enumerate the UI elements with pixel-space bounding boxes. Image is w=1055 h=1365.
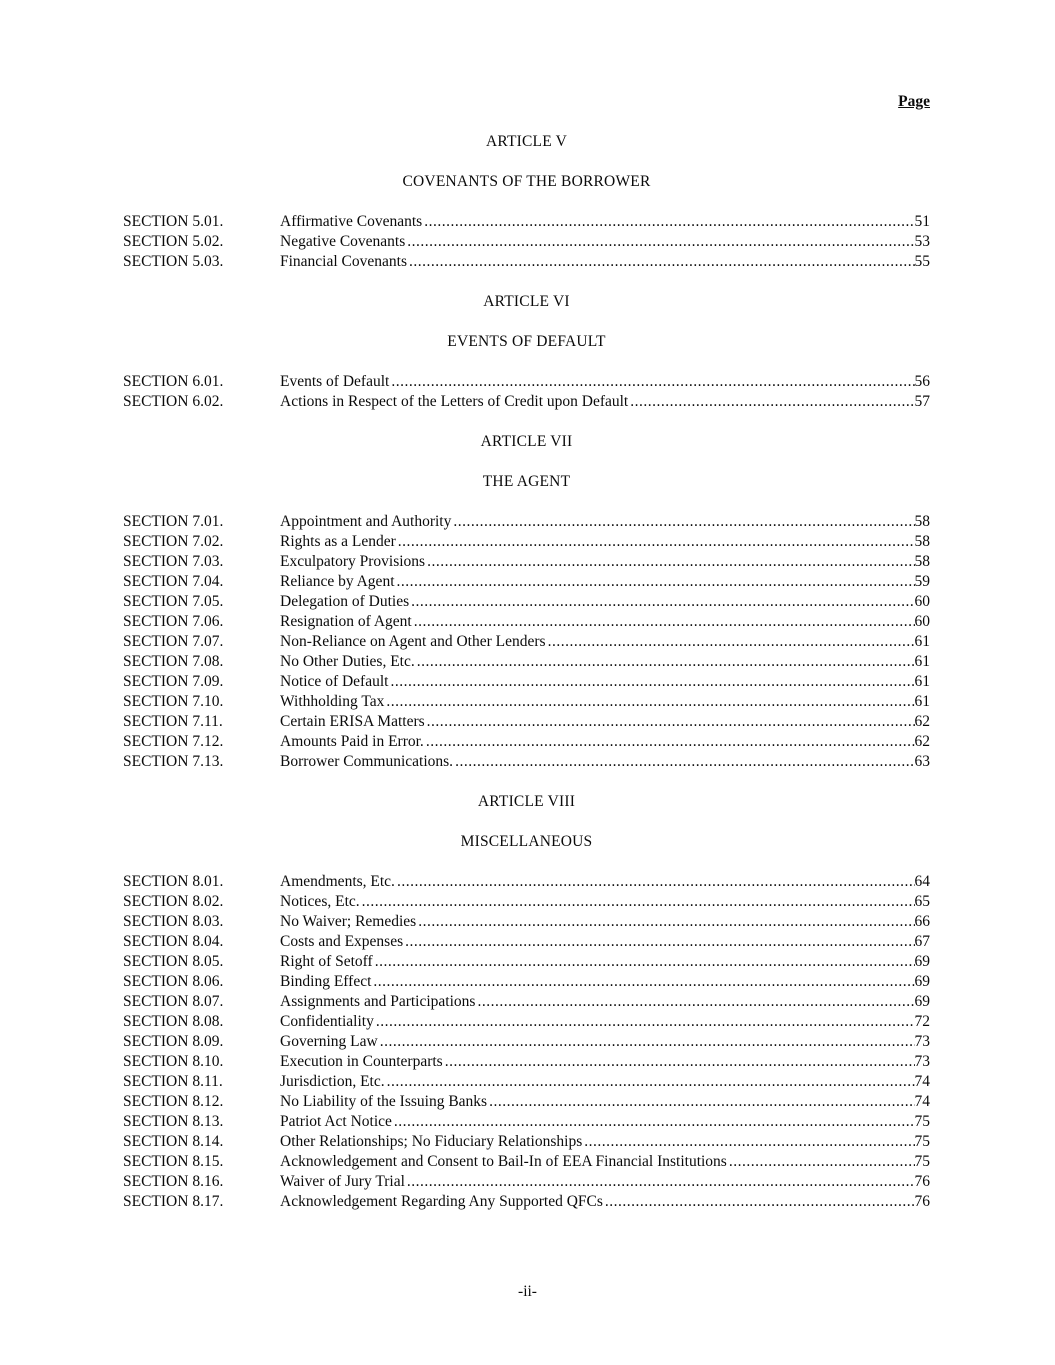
toc-row bbox=[123, 732, 930, 752]
section-title: Withholding Tax bbox=[280, 693, 385, 710]
page-number: 55 bbox=[914, 253, 930, 270]
section-number: SECTION 7.11. bbox=[123, 713, 223, 730]
section-title: Notices, Etc. bbox=[280, 893, 360, 910]
dot-leader bbox=[425, 552, 914, 572]
dot-leader bbox=[389, 372, 914, 392]
dot-leader bbox=[396, 532, 915, 552]
dot-leader bbox=[412, 612, 915, 632]
page-number: 57 bbox=[914, 393, 930, 410]
article-heading: ARTICLE VII bbox=[480, 433, 573, 450]
dot-leader bbox=[727, 1152, 915, 1172]
section-title: No Liability of the Issuing Banks bbox=[280, 1093, 488, 1110]
section-title: Certain ERISA Matters bbox=[280, 713, 425, 730]
dot-leader bbox=[392, 1112, 915, 1132]
article-heading: ARTICLE V bbox=[485, 133, 568, 150]
page-number: 76 bbox=[914, 1173, 930, 1190]
dot-leader bbox=[388, 672, 914, 692]
section-number: SECTION 7.13. bbox=[123, 753, 224, 770]
dot-leader bbox=[395, 872, 915, 892]
dot-leader bbox=[453, 752, 914, 772]
page-number: 62 bbox=[914, 733, 930, 750]
page-number: 72 bbox=[914, 1013, 930, 1030]
page-number: 58 bbox=[914, 513, 930, 530]
section-number: SECTION 8.09. bbox=[123, 1033, 224, 1050]
page-number: 58 bbox=[914, 553, 930, 570]
page-number: 59 bbox=[914, 573, 930, 590]
toc-row bbox=[123, 632, 930, 652]
page-number: 60 bbox=[914, 613, 930, 630]
toc-row bbox=[123, 392, 930, 412]
article-rows bbox=[123, 512, 930, 772]
toc-row bbox=[123, 892, 930, 912]
section-title: Appointment and Authority bbox=[280, 513, 452, 530]
section-number: SECTION 6.01. bbox=[123, 373, 224, 390]
section-title: Patriot Act Notice bbox=[280, 1113, 392, 1130]
section-number: SECTION 8.08. bbox=[123, 1013, 224, 1030]
page-number: 56 bbox=[914, 373, 930, 390]
toc-row bbox=[123, 752, 930, 772]
page-column-header-label: Page bbox=[898, 93, 930, 110]
toc-row bbox=[123, 992, 930, 1012]
toc-row bbox=[123, 872, 930, 892]
article-vii bbox=[123, 432, 930, 772]
page-number: 75 bbox=[914, 1113, 930, 1130]
section-title: Resignation of Agent bbox=[280, 613, 412, 630]
section-number: SECTION 8.14. bbox=[123, 1133, 224, 1150]
toc-row bbox=[123, 532, 930, 552]
section-title: Governing Law bbox=[280, 1033, 378, 1050]
dot-leader bbox=[603, 1192, 915, 1212]
toc-row bbox=[123, 952, 930, 972]
section-number: SECTION 7.05. bbox=[123, 593, 224, 610]
dot-leader bbox=[384, 692, 914, 712]
dot-leader bbox=[416, 912, 914, 932]
page-number: 73 bbox=[914, 1053, 930, 1070]
dot-leader bbox=[424, 732, 915, 752]
dot-leader bbox=[475, 992, 914, 1012]
section-title: Waiver of Jury Trial bbox=[280, 1173, 405, 1190]
section-title: Actions in Respect of the Letters of Credit upon Default bbox=[280, 393, 629, 410]
section-title: Jurisdiction, Etc. bbox=[280, 1073, 385, 1090]
section-title: Costs and Expenses bbox=[280, 933, 404, 950]
section-title: No Waiver; Remedies bbox=[280, 913, 417, 930]
section-number: SECTION 7.01. bbox=[123, 513, 224, 530]
article-rows bbox=[123, 872, 930, 1212]
section-number: SECTION 8.12. bbox=[123, 1093, 224, 1110]
toc-row bbox=[123, 1092, 930, 1112]
page-number: 66 bbox=[914, 913, 930, 930]
section-title: Notice of Default bbox=[280, 673, 389, 690]
section-title: Negative Covenants bbox=[280, 233, 406, 250]
page-number: 53 bbox=[914, 233, 930, 250]
section-title: Assignments and Participations bbox=[280, 993, 476, 1010]
page-number: 61 bbox=[914, 673, 930, 690]
page-number: 76 bbox=[914, 1193, 930, 1210]
page-column-header bbox=[123, 92, 930, 112]
toc-row bbox=[123, 652, 930, 672]
toc-row bbox=[123, 592, 930, 612]
section-number: SECTION 7.02. bbox=[123, 533, 224, 550]
article-subheading: THE AGENT bbox=[482, 473, 571, 490]
dot-leader bbox=[422, 212, 914, 232]
section-number: SECTION 8.06. bbox=[123, 973, 224, 990]
dot-leader bbox=[374, 1012, 915, 1032]
section-title: Delegation of Duties bbox=[280, 593, 410, 610]
toc-row bbox=[123, 672, 930, 692]
section-number: SECTION 7.07. bbox=[123, 633, 224, 650]
page-number: 75 bbox=[914, 1153, 930, 1170]
section-title: Right of Setoff bbox=[280, 953, 373, 970]
toc-row bbox=[123, 252, 930, 272]
section-title: Amendments, Etc. bbox=[280, 873, 395, 890]
section-title: Confidentiality bbox=[280, 1013, 374, 1030]
page-number: 61 bbox=[914, 633, 930, 650]
section-number: SECTION 8.16. bbox=[123, 1173, 224, 1190]
section-number: SECTION 8.15. bbox=[123, 1153, 224, 1170]
section-number: SECTION 8.02. bbox=[123, 893, 224, 910]
page-number: 74 bbox=[914, 1093, 930, 1110]
dot-leader bbox=[487, 1092, 914, 1112]
dot-leader bbox=[546, 632, 915, 652]
section-number: SECTION 5.02. bbox=[123, 233, 224, 250]
article-subheading: COVENANTS OF THE BORROWER bbox=[402, 173, 651, 190]
page-number: 69 bbox=[914, 993, 930, 1010]
dot-leader bbox=[582, 1132, 914, 1152]
dot-leader bbox=[405, 1172, 915, 1192]
section-number: SECTION 8.11. bbox=[123, 1073, 223, 1090]
section-number: SECTION 5.03. bbox=[123, 253, 224, 270]
article-rows bbox=[123, 212, 930, 272]
section-title: Financial Covenants bbox=[280, 253, 407, 270]
page-number: 75 bbox=[914, 1133, 930, 1150]
dot-leader bbox=[443, 1052, 915, 1072]
article-subheading: EVENTS OF DEFAULT bbox=[447, 333, 606, 350]
section-title: Affirmative Covenants bbox=[280, 213, 423, 230]
dot-leader bbox=[395, 572, 915, 592]
toc-row bbox=[123, 1192, 930, 1212]
dot-leader bbox=[425, 712, 915, 732]
page-number: 63 bbox=[914, 753, 930, 770]
toc-row bbox=[123, 1012, 930, 1032]
section-title: Events of Default bbox=[280, 373, 390, 390]
section-number: SECTION 8.10. bbox=[123, 1053, 224, 1070]
toc-row bbox=[123, 1052, 930, 1072]
page-number: 69 bbox=[914, 953, 930, 970]
page-number: 60 bbox=[914, 593, 930, 610]
section-title: Acknowledgement Regarding Any Supported QFCs bbox=[280, 1193, 603, 1210]
toc-row bbox=[123, 612, 930, 632]
dot-leader bbox=[407, 252, 915, 272]
section-title: Reliance by Agent bbox=[280, 573, 395, 590]
section-number: SECTION 8.03. bbox=[123, 913, 224, 930]
section-number: SECTION 7.04. bbox=[123, 573, 224, 590]
article-viii bbox=[123, 792, 930, 1212]
article-rows bbox=[123, 372, 930, 412]
section-number: SECTION 6.02. bbox=[123, 393, 224, 410]
page-number: 67 bbox=[914, 933, 930, 950]
section-number: SECTION 7.10. bbox=[123, 693, 224, 710]
section-title: Borrower Communications. bbox=[280, 753, 454, 770]
section-number: SECTION 8.13. bbox=[123, 1113, 224, 1130]
dot-leader bbox=[373, 952, 915, 972]
toc-row bbox=[123, 1112, 930, 1132]
page-number: 64 bbox=[914, 873, 930, 890]
section-number: SECTION 8.01. bbox=[123, 873, 224, 890]
page-number: 61 bbox=[914, 653, 930, 670]
section-title: Other Relationships; No Fiduciary Relationships bbox=[280, 1133, 583, 1150]
page-number: 69 bbox=[914, 973, 930, 990]
page-number: 65 bbox=[914, 893, 930, 910]
section-number: SECTION 8.17. bbox=[123, 1193, 224, 1210]
toc-row bbox=[123, 232, 930, 252]
page-number: 61 bbox=[914, 693, 930, 710]
toc-row bbox=[123, 1032, 930, 1052]
toc-row bbox=[123, 372, 930, 392]
toc-row bbox=[123, 1152, 930, 1172]
page-number: 62 bbox=[914, 713, 930, 730]
toc-row bbox=[123, 972, 930, 992]
section-title: Exculpatory Provisions bbox=[280, 553, 426, 570]
article-v bbox=[123, 132, 930, 272]
page-number: 74 bbox=[914, 1073, 930, 1090]
article-heading: ARTICLE VIII bbox=[477, 793, 576, 810]
article-heading: ARTICLE VI bbox=[483, 293, 570, 310]
section-title: Non-Reliance on Agent and Other Lenders bbox=[280, 633, 546, 650]
section-number: SECTION 7.09. bbox=[123, 673, 224, 690]
page-number: 58 bbox=[914, 533, 930, 550]
page-number: 73 bbox=[914, 1033, 930, 1050]
dot-leader bbox=[451, 512, 914, 532]
section-title: Binding Effect bbox=[280, 973, 372, 990]
section-title: Acknowledgement and Consent to Bail-In of EEA Financial Institutions bbox=[280, 1153, 727, 1170]
section-number: SECTION 7.08. bbox=[123, 653, 224, 670]
toc-row bbox=[123, 912, 930, 932]
section-number: SECTION 8.07. bbox=[123, 993, 224, 1010]
section-title: Rights as a Lender bbox=[280, 533, 396, 550]
section-title: Execution in Counterparts bbox=[280, 1053, 443, 1070]
dot-leader bbox=[405, 232, 914, 252]
dot-leader bbox=[385, 1072, 915, 1092]
toc-row bbox=[123, 552, 930, 572]
section-title: Amounts Paid in Error. bbox=[280, 733, 424, 750]
article-vi bbox=[123, 292, 930, 412]
toc-row bbox=[123, 212, 930, 232]
dot-leader bbox=[409, 592, 914, 612]
dot-leader bbox=[403, 932, 914, 952]
toc-content bbox=[123, 0, 930, 1232]
toc-row bbox=[123, 932, 930, 952]
dot-leader bbox=[371, 972, 914, 992]
dot-leader bbox=[378, 1032, 915, 1052]
section-number: SECTION 5.01. bbox=[123, 213, 224, 230]
section-title: No Other Duties, Etc. bbox=[280, 653, 415, 670]
section-number: SECTION 7.12. bbox=[123, 733, 224, 750]
footer-page-number: -ii- bbox=[518, 1283, 537, 1300]
section-number: SECTION 8.05. bbox=[123, 953, 224, 970]
dot-leader bbox=[415, 652, 915, 672]
toc-row bbox=[123, 712, 930, 732]
toc-row bbox=[123, 1072, 930, 1092]
dot-leader bbox=[628, 392, 914, 412]
toc-row bbox=[123, 1172, 930, 1192]
toc-row bbox=[123, 512, 930, 532]
dot-leader bbox=[360, 892, 915, 912]
section-number: SECTION 7.03. bbox=[123, 553, 224, 570]
section-number: SECTION 7.06. bbox=[123, 613, 224, 630]
toc-row bbox=[123, 572, 930, 592]
toc-row bbox=[123, 692, 930, 712]
section-number: SECTION 8.04. bbox=[123, 933, 224, 950]
page-number: 51 bbox=[914, 213, 930, 230]
toc-row bbox=[123, 1132, 930, 1152]
article-subheading: MISCELLANEOUS bbox=[460, 833, 593, 850]
